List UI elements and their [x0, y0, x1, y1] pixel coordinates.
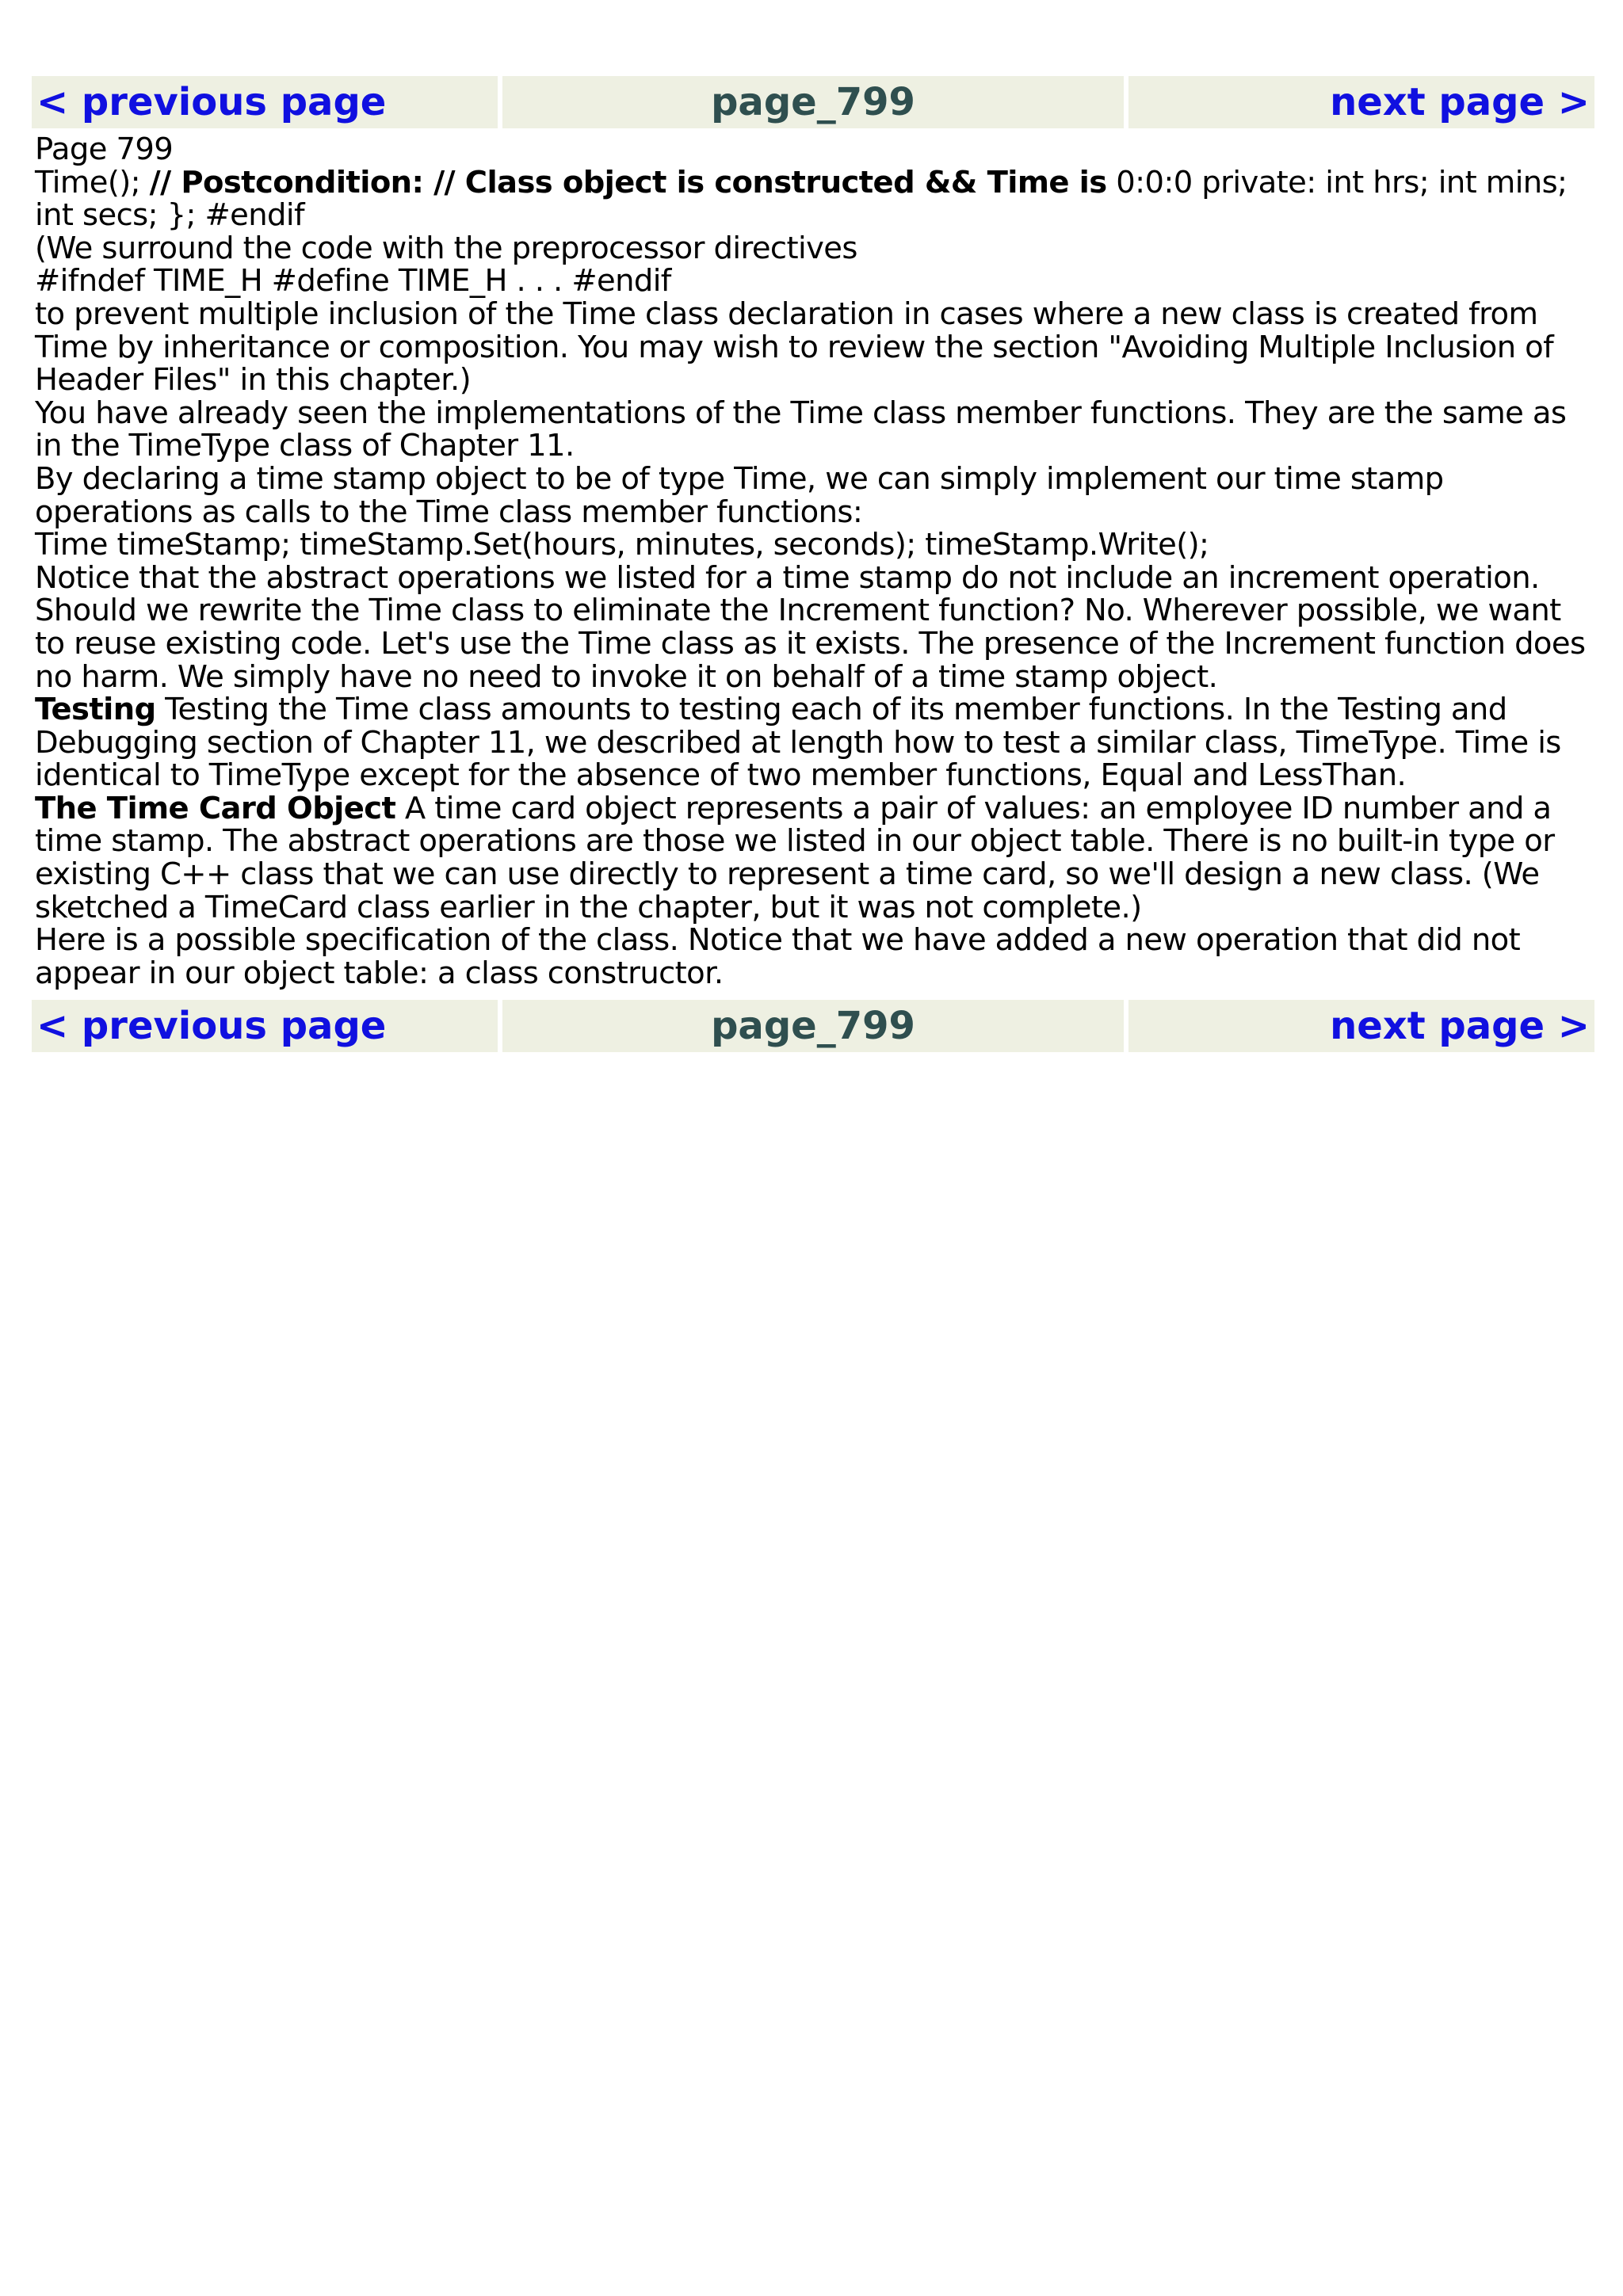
previous-page-link[interactable]: < previous page — [32, 1000, 498, 1052]
bottom-navigation-bar — [32, 1000, 1599, 1052]
paragraph-time-card — [35, 792, 1596, 924]
code-text: 0:0:0 private: int hrs; int mins; int secs; }; #endif — [35, 164, 1568, 234]
paragraph-notice: Notice that the abstract operations we listed for a time stamp do not include an increment operation. Should we rewrite the Time class to eliminate the Increment function? No. Wherever possible, we want to reuse existing code. Let's use the Time class as it exists. The presence of the Increment function does no harm. We simply have no need to invoke it on behalf of a time stamp object. — [35, 559, 1586, 695]
page-heading: Page 799 — [35, 132, 174, 167]
code-block-preprocessor: #ifndef TIME_H #define TIME_H . . . #endif — [35, 263, 671, 299]
paragraph-already-seen: You have already seen the implementations of the Time class member functions. They are the same as in the TimeType class of Chapter 11. — [35, 395, 1567, 464]
time-card-text: A time card object represents a pair of values: an employee ID number and a time stamp. The abstract operations are those we listed in our object table. There is no built-in type or existing C++ class that we can use directly to represent a time card, so we'll design a new class. (We sketched a TimeCard class earlier in the chapter, but it was not complete.) — [35, 790, 1555, 925]
code-text: Time(); — [35, 164, 150, 200]
paragraph-specification: Here is a possible specification of the class. Notice that we have added a new operation that did not appear in our object table: a class constructor. — [35, 922, 1521, 991]
top-navigation-bar — [32, 76, 1599, 128]
testing-text: Testing the Time class amounts to testing each of its member functions. In the Testing and Debugging section of Chapter 11, we described at length how to test a similar class, TimeType. Time is identical to TimeType except for the absence of two member functions, Equal and LessThan. — [35, 692, 1561, 794]
page-content — [35, 133, 1596, 990]
code-comment-bold: // Postcondition: // Class object is constructed && Time is — [149, 164, 1107, 200]
paragraph-surround: (We surround the code with the preprocessor directives — [35, 230, 857, 266]
time-card-heading: The Time Card Object — [35, 790, 396, 826]
next-page-link[interactable]: next page > — [1128, 1000, 1594, 1052]
paragraph-prevent: to prevent multiple inclusion of the Time class declaration in cases where a new class is created from Time by inheritance or composition. You may wish to review the section "Avoiding Multiple Inclusion of Header Files" in this chapter.) — [35, 296, 1554, 399]
testing-heading: Testing — [35, 692, 156, 728]
page-indicator: page_799 — [502, 1000, 1124, 1052]
paragraph-testing — [35, 693, 1596, 792]
next-page-link[interactable]: next page > — [1128, 76, 1594, 128]
page-indicator: page_799 — [502, 76, 1124, 128]
code-block-class-declaration — [35, 166, 1596, 232]
code-block-timestamp: Time timeStamp; timeStamp.Set(hours, minutes, seconds); timeStamp.Write(); — [35, 527, 1209, 563]
previous-page-link[interactable]: < previous page — [32, 76, 498, 128]
paragraph-declaring: By declaring a time stamp object to be of type Time, we can simply implement our time stamp operations as calls to the Time class member functions: — [35, 460, 1444, 530]
